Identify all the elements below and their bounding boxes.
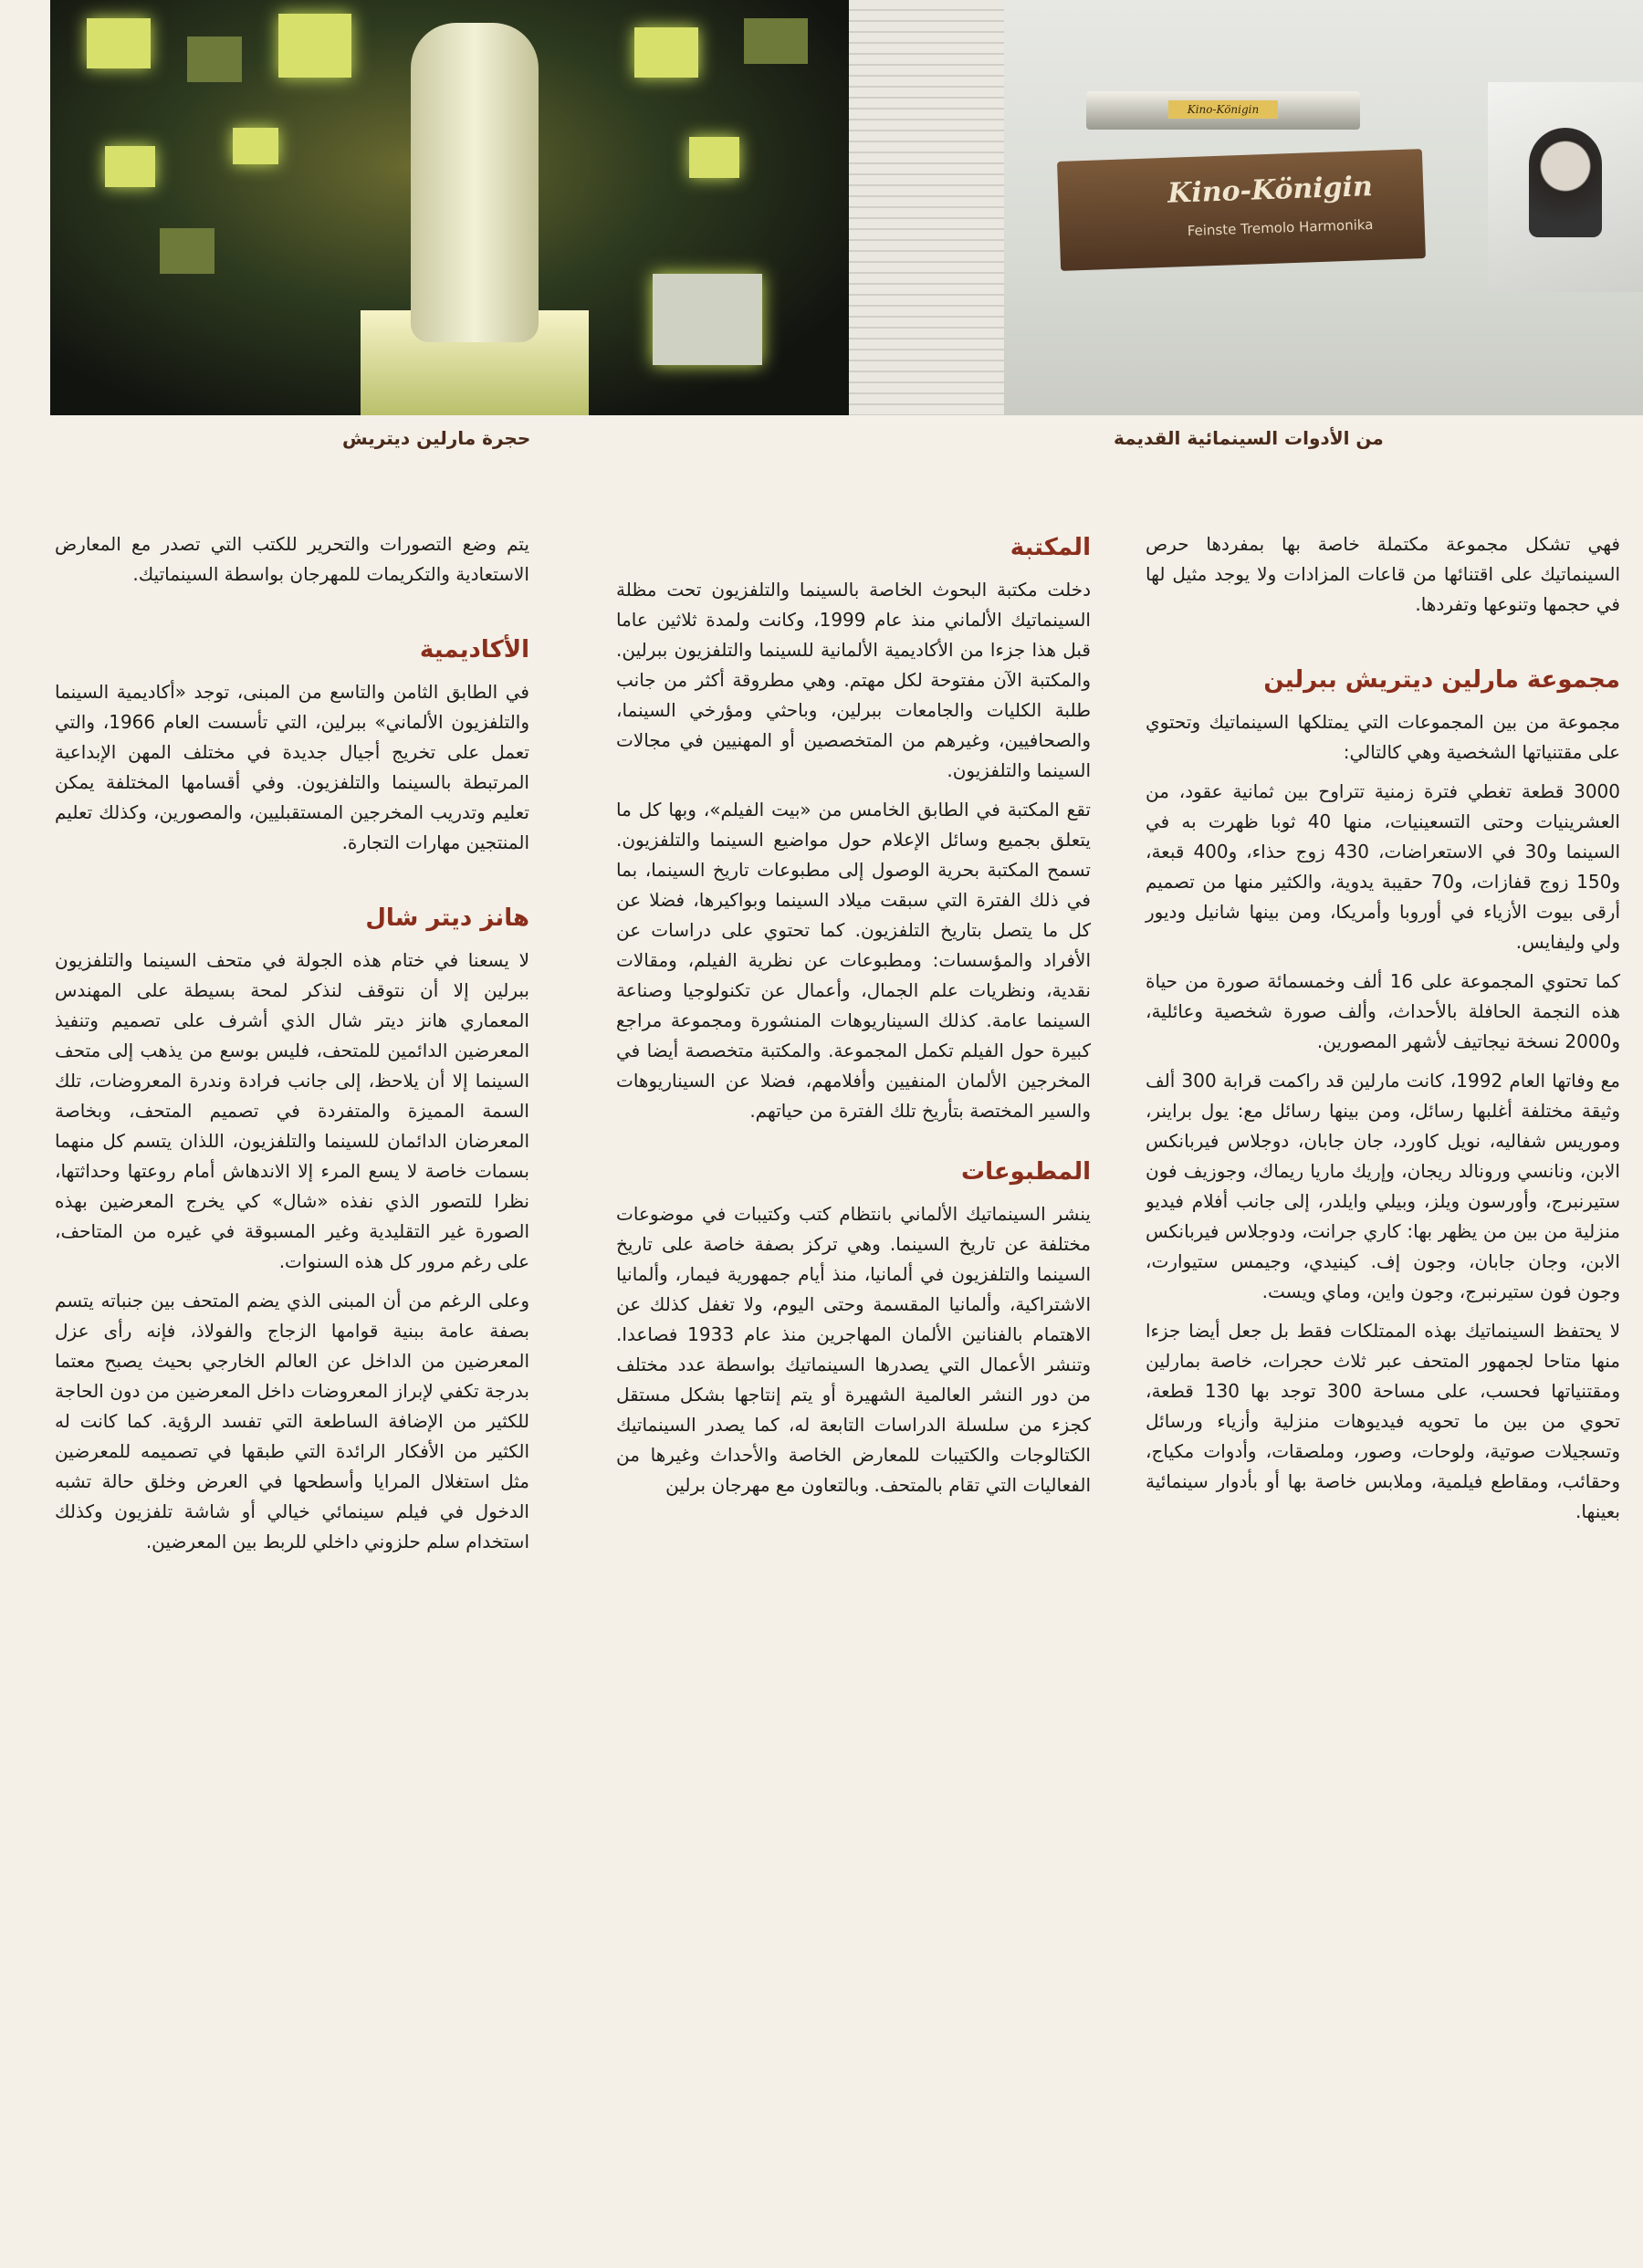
harmonica-photo bbox=[849, 0, 1643, 415]
paragraph: مجموعة من بين المجموعات التي يمتلكها السينماتيك وتحتوي على مقتنياتها الشخصية وهي كالتالي: bbox=[1146, 711, 1620, 763]
screen-glow bbox=[278, 14, 351, 78]
column-right bbox=[1146, 529, 1620, 1536]
heading-academy: الأكاديمية bbox=[419, 636, 529, 664]
box-subtitle: Feinste Tremolo Harmonika bbox=[1187, 215, 1374, 240]
paragraph: وعلى الرغم من أن المبنى الذي يضم المتحف بين جنباته يتسم بصفة عامة ببنية قوامها الزجاج والفولاذ، فإنه رأى عزل المعرضين من الداخل عن العالم الخارجي بحيث يصبح معتما بدرجة تكفي لإبراز المعروضات داخل المعرضين من دون الحاجة للكثير من الإضافة الساطعة التي تفسد الرؤية. كما كانت له الكثير من الأفكار الرائدة التي طبقها في تصميمه للمعرضين مثل استغلال المرايا وأسطحها في العرض وخلق حالة تشبه الدخول في فيلم سينمائي خيالي أو شاشة تلفزيون وكذلك استخدام سلم حلزوني داخلي للربط بين المعرضين. bbox=[55, 1290, 529, 1552]
paragraph: في الطابق الثامن والتاسع من المبنى، توجد «أكاديمية السينما والتلفزيون الألماني» ببرلين، التي تأسست العام 1966، والتي تعمل على تخريج أجيال جديدة في مختلف المهن الإبداعية المرتبطة بالسينما والتلفزيون. وفي أقسامها المختلفة يمكن تعليم وتدريب المخرجين المستقبليين، والمصورين، وكذلك تعليم المنتجين مهارات التجارة. bbox=[55, 681, 530, 853]
heading-publications: المطبوعات bbox=[961, 1158, 1091, 1186]
caption-old-tools: من الأدوات السينمائية القديمة bbox=[1114, 427, 1384, 449]
paragraph: ينشر السينماتيك الألماني بانتظام كتب وكتيبات في موضوعات مختلفة عن تاريخ السينما. وهي تركز بصفة خاصة على تاريخ السينما والتلفزيون في ألمانيا، منذ أيام جمهورية فيمار، وألمانيا الاشتراكية، وألمانيا المقسمة وحتى اليوم، ولا تغفل كذلك عن الاهتمام بالفنانين الألمان المهاجرين منذ عام 1933 فصاعدا. وتنشر الأعمال التي يصدرها السينماتيك بواسطة عدد مختلف من دور النشر العالمية الشهيرة أو يتم إنتاجها بشكل مستقل كجزء من سلسلة الدراسات التابعة له، كما يصدر السينماتيك الكتالوجات والكتيبات للمعارض الخاصة والأحداث وغيرها من الفعاليات التي تقام بالمتحف. وبالتعاون مع مهرجان برلين bbox=[616, 1203, 1091, 1496]
screen-glow bbox=[233, 128, 278, 164]
column-left bbox=[55, 529, 529, 1566]
screen-glow bbox=[105, 146, 155, 187]
paragraph: يتم وضع التصورات والتحرير للكتب التي تصدر مع المعارض الاستعادية والتكريمات للمهرجان بواسطة السينماتيك. bbox=[55, 533, 529, 585]
marlene-room-photo bbox=[50, 0, 853, 415]
harmonica-label: Kino-Königin bbox=[1168, 100, 1278, 119]
column-middle bbox=[616, 529, 1091, 1510]
mannequin-dress bbox=[411, 23, 539, 342]
paragraph: 3000 قطعة تغطي فترة زمنية تتراوح بين ثمانية عقود، من العشرينيات وحتى التسعينيات، منها 40 ثوبا ظهرت به في السينما و30 في الاستعراضات، 430 زوج حذاء، و400 قبعة، و150 زوج قفازات، و70 حقيبة يدوية، والكثير منها من تصميم أرقى بيوت الأزياء في أوروبا وأمريكا، ومن بينها شانيل وديور ولي وليفايس. bbox=[1146, 780, 1620, 953]
portrait-figure bbox=[1529, 128, 1602, 237]
paragraph: تقع المكتبة في الطابق الخامس من «بيت الفيلم»، وبها كل ما يتعلق بجميع وسائل الإعلام حول مواضيع السينما والتلفزيون. تسمح المكتبة بحرية الوصول إلى مطبوعات تاريخ السينما، بما في ذلك الفترة التي سبقت ميلاد السينما وبواكيرها، فضلا عن كل ما يتصل بتاريخ التلفزيون. كما تحتوي على دراسات عن الأفراد والمؤسسات: ومطبوعات عن نظرية الفيلم، ومقالات نقدية، ونظريات علم الجمال، وأعمال عن تكنولوجيا وصناعة السينما عامة. كذلك السيناريوهات المنشورة ومجموعة مراجع كبيرة حول الفيلم تكمل المجموعة. والمكتبة متخصصة أيضا في المخرجين الألمان المنفيين وأفلامهم، فضلا عن السيناريوهات والسير المختصة بتأريخ تلك الفترة من حياتهم. bbox=[616, 799, 1091, 1122]
screen-glow bbox=[653, 274, 762, 365]
spacer bbox=[55, 599, 529, 632]
screen-glow bbox=[87, 18, 151, 68]
paragraph: لا يسعنا في ختام هذه الجولة في متحف السينما والتلفزيون ببرلين إلا أن نتوقف لنذكر لمحة بسيطة على المهندس المعماري هانز ديتر شال الذي أشرف على تصميم وتنفيذ المعرضين الدائمين للمتحف، فليس بوسع من يذهب إلى متحف السينما إلا أن يلاحظ، إلى جانب فرادة وندرة المعروضات، تلك السمة المميزة والمتفردة في تصميم المتحف، وبخاصة المعرضان الدائمان للسينما والتلفزيون، اللذان يتسم كل منهما بسمات خاصة لا يسع المرء إلا الاندهاش أمام روعتها وحداثتها، نظرا للتصور الذي نفذه «شال» كي يخرج المعرضين بهذه الصورة غير التقليدية وغير المسبوقة في غيره من المتاحف، على رغم مرور كل هذه السنوات. bbox=[55, 949, 529, 1272]
spacer bbox=[55, 867, 529, 900]
paragraph: كما تحتوي المجموعة على 16 ألف وخمسمائة صورة من حياة هذه النجمة الحافلة بالأحداث، وألف صورة شخصية وعائلية، و2000 نسخة نيجاتيف لأشهر المصورين. bbox=[1146, 970, 1620, 1052]
screen-glow bbox=[634, 27, 698, 78]
harmonica bbox=[1086, 91, 1360, 130]
box-title: Kino-Königin bbox=[1167, 170, 1374, 210]
screen-glow bbox=[689, 137, 739, 178]
paragraph: دخلت مكتبة البحوث الخاصة بالسينما والتلفزيون تحت مظلة السينماتيك الألماني منذ عام 1999، وكانت ولمدة ثلاثين عاما قبل هذا جزءا من الأكاديمية الألمانية للسينما والتلفزيون ببرلين. والمكتبة الآن مفتوحة لكل مهتم. وهي مطروقة أكثر من جانب طلبة الكليات والجامعات ببرلين، وباحثي ومؤرخي السينما، والصحافيين، وغيرهم من المتخصصين أو المهنيين في مجالات السينما والتلفزيون. bbox=[616, 579, 1091, 781]
screen-glow bbox=[744, 18, 808, 64]
spacer bbox=[616, 1135, 1091, 1154]
heading-marlene-collection: مجموعة مارلين ديتريش ببرلين bbox=[1263, 666, 1620, 694]
portrait-photo bbox=[1488, 82, 1643, 292]
caption-marlene-room: حجرة مارلين ديتريش bbox=[342, 427, 531, 449]
screen-glow bbox=[160, 228, 215, 274]
harmonica-box bbox=[1057, 149, 1426, 271]
paragraph: لا يحتفظ السينماتيك بهذه الممتلكات فقط بل جعل أيضا جزءا منها متاحا لجمهور المتحف عبر ثلاث حجرات، خاصة بمارلين ومقتنياتها فحسب، على مساحة 300 توجد بها 130 قطعة، تحوي من بين ما تحويه فيديوهات منزلية وأزياء ورسائل وتسجيلات صوتية، ولوحات، وصور، وملصقات، وأدوات مكياج، وحقائب، ومقاطع فيلمية، وملابس خاصة بها أو بأدوار سينمائية بعينها. bbox=[1146, 1320, 1620, 1522]
paragraph: فهي تشكل مجموعة مكتملة خاصة بها بمفردها حرص السينماتيك على اقتنائها من قاعات المزادات ولا يوجد مثيل لها في حجمها وتنوعها وتفردها. bbox=[1146, 533, 1620, 615]
heading-hans-dieter-schaal: هانز ديتر شال bbox=[365, 904, 529, 932]
screen-glow bbox=[187, 37, 242, 82]
heading-library: المكتبة bbox=[1010, 534, 1091, 561]
document-paper bbox=[849, 0, 1004, 415]
spacer bbox=[1146, 629, 1620, 662]
paragraph: مع وفاتها العام 1992، كانت مارلين قد راكمت قرابة 300 ألف وثيقة مختلفة أغلبها رسائل، ومن بينها رسائل مع: يول براينر، وموريس شفاليه، نويل كاورد، جان جابان، دوجلاس فيربانكس الابن، ونانسي ورونالد ريجان، وإريك ماريا ريماك، وجوزيف فون ستيرنبرج، وأورسون ويلز، وبيلي وايلدر، إلى جانب أفلام فيديو منزلية من بين من يظهر بها: كاري جرانت، ودوجلاس فيربانكس الابن، وجان جابان، وجون إف. كينيدي، وجيمس ستيوارت، وجون فون ستيرنبرج، وجون واين، وماي ويست. bbox=[1146, 1070, 1620, 1302]
